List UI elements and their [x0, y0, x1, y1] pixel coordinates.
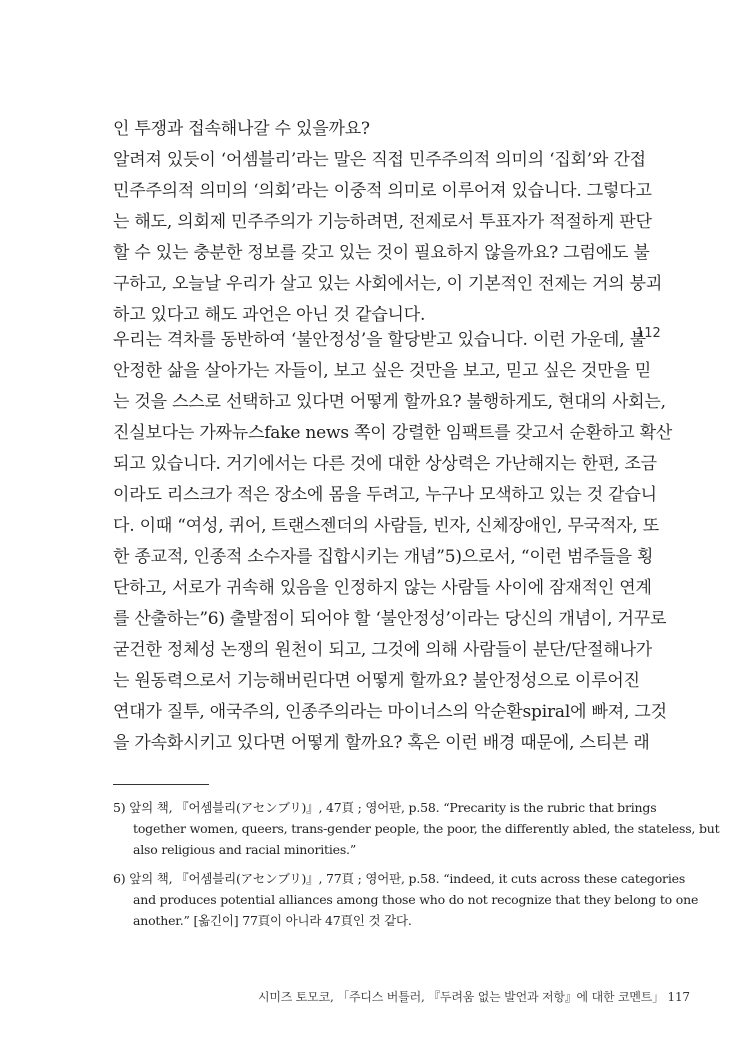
body-line: 을 가속화시키고 있다면 어떻게 할까요? 혹은 이런 배경 때문에, 스티븐 래 — [113, 733, 650, 753]
body-line: 하고 있다고 해도 과언은 아닌 것 같습니다. — [113, 305, 426, 325]
body-line: 는 것을 스스로 선택하고 있다면 어떻게 할까요? 불행하게도, 현대의 사회는, — [113, 392, 666, 412]
body-line: 를 산출하는”6) 출발점이 되어야 할 ‘불안정성’이라는 당신의 개념이, 거꾸로 — [113, 609, 667, 629]
margin-page-number: 112 — [636, 326, 661, 341]
body-line: 진실보다는 가짜뉴스fake news 쪽이 강렬한 임팩트를 갖고서 순환하고 확산 — [113, 423, 673, 443]
body-line: 되고 있습니다. 거기에서는 다른 것에 대한 상상력은 가난해지는 한편, 조금 — [113, 454, 657, 474]
page-footer: 시미즈 토모코, 「주디스 버틀러, 『두려움 없는 발언과 저항』에 대한 코멘트」 117 — [258, 990, 690, 1004]
footnote-line: and produces potential alliances among those who do not recognize that they belong to one — [133, 892, 699, 907]
body-line: 안정한 삶을 살아가는 자들이, 보고 싶은 것만을 보고, 믿고 싶은 것만을 믿 — [113, 361, 652, 381]
body-line: 단하고, 서로가 귀속해 있음을 인정하지 않는 사람들 사이에 잠재적인 연계 — [113, 578, 652, 598]
body-line: 우리는 격차를 동반하여 ‘불안정성’을 할당받고 있습니다. 이런 가운데, 불 — [113, 330, 646, 350]
body-line: 한 종교적, 인종적 소수자를 집합시키는 개념”5)으로서, “이런 범주들을 횡 — [113, 547, 654, 567]
footnote-line: also religious and racial minorities.” — [133, 842, 357, 857]
footnote-line: another.” [옮긴이] 77頁이 아니라 47頁인 것 같다. — [133, 913, 412, 928]
body-line: 다. 이때 “여성, 퀴어, 트랜스젠더의 사람들, 빈자, 신체장애인, 무국적자, 또 — [113, 516, 659, 536]
footnote-line: 6) 앞의 책, 『어셈블리(アセンブリ)』, 77頁 ; 영어판, p.58. “indeed, it cuts across these categories — [113, 871, 686, 886]
body-line: 는 원동력으로서 기능해버린다면 어떻게 할까요? 불안정성으로 이루어진 — [113, 671, 640, 691]
body-line: 인 투쟁과 접속해나갈 수 있을까요? — [113, 119, 370, 139]
body-line: 이라도 리스크가 적은 장소에 몸을 두려고, 누구나 모색하고 있는 것 같습니 — [113, 485, 657, 505]
body-line: 는 해도, 의회제 민주주의가 기능하려면, 전제로서 투표자가 적절하게 판단 — [113, 212, 652, 232]
body-line: 연대가 질투, 애국주의, 인종주의라는 마이너스의 악순환spiral에 빠져, 그것 — [113, 702, 667, 722]
body-line: 구하고, 오늘날 우리가 살고 있는 사회에서는, 이 기본적인 전제는 거의 붕괴 — [113, 274, 663, 294]
body-line: 알려져 있듯이 ‘어셈블리’라는 말은 직접 민주주의적 의미의 ‘집회’와 간접 — [113, 150, 646, 170]
body-line: 굳건한 정체성 논쟁의 원천이 되고, 그것에 의해 사람들이 분단/단절해나가 — [113, 640, 653, 660]
footnote-line: together women, queers, trans-gender people, the poor, the differently abled, the stateless, but — [133, 821, 720, 836]
body-line: 민주주의적 의미의 ‘의회’라는 이중적 의미로 이루어져 있습니다. 그렇다고 — [113, 181, 652, 201]
footnote-line: 5) 앞의 책, 『어셈블리(アセンブリ)』, 47頁 ; 영어판, p.58. “Precarity is the rubric that brings — [113, 800, 657, 815]
body-line: 할 수 있는 충분한 정보를 갖고 있는 것이 필요하지 않을까요? 그럼에도 불 — [113, 243, 650, 263]
footnote-divider — [113, 784, 209, 785]
